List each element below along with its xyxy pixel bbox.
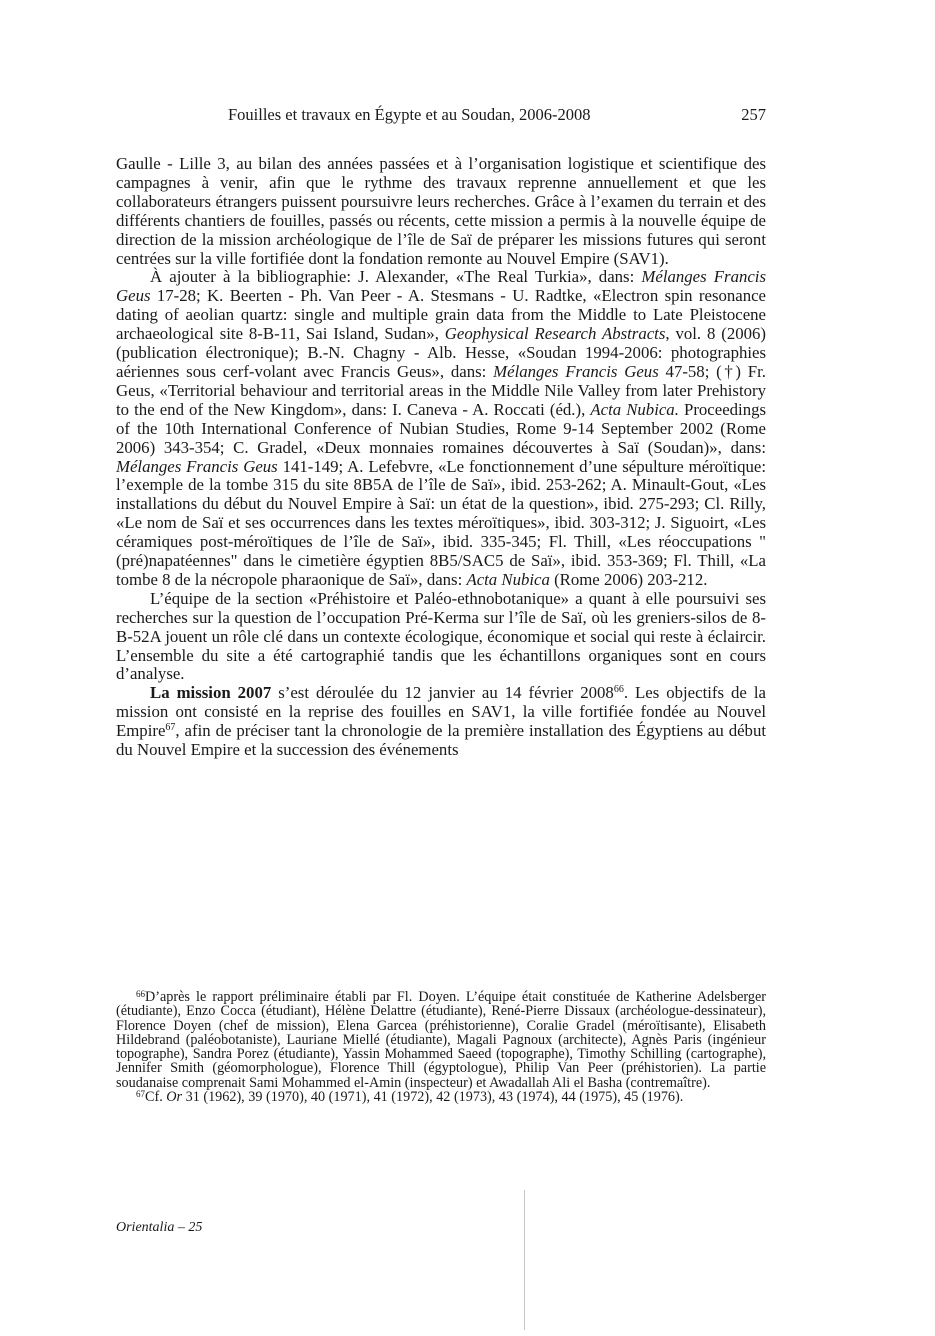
footnote-ref-67[interactable]: 67 (165, 722, 176, 734)
footnotes (116, 990, 766, 1104)
scan-artifact-line (524, 1190, 525, 1330)
footnote-marker: 66 (136, 989, 145, 999)
bold-heading: La mission 2007 (150, 683, 272, 703)
footnote-text: 31 (1962), 39 (1970), 40 (1971), 41 (1972), 42 (1973), 43 (1974), 44 (1975), 45 (1976). (182, 1089, 684, 1106)
text-run: , afin de préciser tant la chronologie de la première installation des Égyptiens au début du Nouvel Empire et la succession des événements (116, 721, 766, 760)
text-run: 141-149; A. Lefebvre, «Le fonctionnement d’une sépulture méroïtique: l’exemple de la tombe 315 du site 8B5A de l’île de Saï», ibid. 253-262; A. Minault-Gout, «Les installations du début du Nouvel Empire à Saï: un état de la question», ibid. 275-293; Cl. Rilly, «Le nom de Saï et ses occurrences dans les textes méroïtiques», ibid. 303-312; J. Siguoirt, «Les céramiques post-méroïtiques de l’île de Saï», ibid. 335-345; Fl. Thill, «Les réoccupations "(pré)napatéennes" dans le cimetière égyptien 8B5/SAC5 de Saï», ibid. 353-369; Fl. Thill, «La tombe 8 de la nécropole pharaonique de Saï», dans: (116, 456, 766, 589)
italic-title: Mélanges Francis Geus (116, 456, 278, 476)
italic-title: Geophysical Research Abstracts (444, 324, 666, 344)
text-run: Proceedings of the 10th International Conference of Nubian Studies, Rome 9-14 September 2002 (Rome 2006) 343-354; C. Gradel, «Deux monnaies romaines découvertes à Saï (Soudan)», dans: (116, 399, 767, 457)
italic-title: Or (166, 1089, 183, 1106)
italic-title: Acta Nubica. (590, 399, 679, 419)
text-run: 17-28; K. Beerten - Ph. Van Peer - A. Stesmans - U. Radtke, «Electron spin resonance dating of aeolian quartz: single and multiple grain data from the Middle to Late Pleistocene archaeological site 8-B-11, Sai Island, Sudan», (116, 286, 766, 344)
running-header (116, 105, 766, 127)
text-run: À ajouter à la bibliographie: J. Alexander, «The Real Turkia», dans: (150, 267, 642, 287)
text-run: . Les objectifs de la mission ont consisté en la reprise des fouilles en SAV1, la ville fortifiée fondée au Nouvel Empire (116, 683, 766, 741)
italic-title: Mélanges Francis Geus (116, 267, 766, 306)
text-run: (Rome 2006) 203-212. (549, 569, 708, 589)
footnote-67 (116, 1090, 766, 1104)
text-run: s’est déroulée du 12 janvier au 14 février 2008 (271, 683, 614, 703)
italic-title: Mélanges Francis Geus (493, 361, 659, 381)
footnote-text: D’après le rapport préliminaire établi par Fl. Doyen. L’équipe était constituée de Katherine Adelsberger (étudiante), Enzo Cocca (étudiant), Hélène Delattre (étudiante), René-Pierre Dissaux (archéologue-dessinateur), Florence Doyen (chef de mission), Elena Garcea (préhistorienne), Coralie Gradel (méroïtisante), Elisabeth Hildebrand (paléobotaniste), Lauriane Miellé (étudiante), Magali Pagnoux (architecte), Agnès Paris (ingénieur topographe), Sandra Porez (étudiante), Yassin Mohammed Saeed (topographe), Timothy Schilling (cartographe), Jennifer Smith (géomorphologue), Florence Thill (égyptologue), Philip Van Peer (préhistorien). La partie soudanaise comprenait Sami Mohammed el-Amin (inspecteur) et Awadallah Ali el Basha (contremaître). (116, 989, 766, 1091)
page-number: 257 (741, 105, 766, 124)
footnote-ref-66[interactable]: 66 (613, 684, 624, 696)
paragraph-3: L’équipe de la section «Préhistoire et Paléo-ethnobotanique» a quant à elle poursuivi ses recherches sur la question de l’occupation Pré-Kerma sur l’île de Saï, où les greniers-silos de 8-B-52A jouent un rôle clé dans un contexte écologique, économique et social qui reste à éclaircir. L’ensemble du site a été cartographié tandis que les échantillons organiques sont en cours d’analyse. (116, 588, 766, 684)
footnote-marker: 67 (136, 1089, 145, 1100)
footnote-66 (116, 990, 766, 1090)
paragraph-1: Gaulle - Lille 3, au bilan des années passées et à l’organisation logistique et scientifique des campagnes à venir, afin que le rythme des travaux reprenne annuellement et que les collaborateurs étrangers puissent poursuivre leurs recherches. Grâce à l’examen du terrain et des différents chantiers de fouilles, passés ou récents, cette mission a permis à la nouvelle équipe de direction de la mission archéologique de l’île de Saï de préparer les missions futures qui seront centrées sur la ville fortifiée dont la fondation remonte au Nouvel Empire (SAV1). (116, 154, 766, 268)
footer-signature: Orientalia – 25 (116, 1220, 203, 1235)
running-title: Fouilles et travaux en Égypte et au Soudan, 2006-2008 (228, 105, 591, 124)
italic-title: Acta Nubica (466, 569, 550, 589)
text-run: 47-58; (†) Fr. Geus, «Territorial behaviour and territorial areas in the Middle Nile Valley from later Prehistory to the end of the New Kingdom», dans: I. Caneva - A. Roccati (éd.), (116, 361, 766, 419)
paragraph-4 (116, 684, 766, 760)
paragraph-2-bibliography (116, 268, 766, 589)
footnote-text: Cf. (145, 1089, 167, 1106)
main-text (116, 155, 766, 760)
text-run: , vol. 8 (2006) (publication électronique); B.-N. Chagny - Alb. Hesse, «Soudan 1994-2006: photographies aériennes sous cerf-volant avec Francis Geus», dans: (116, 324, 766, 381)
